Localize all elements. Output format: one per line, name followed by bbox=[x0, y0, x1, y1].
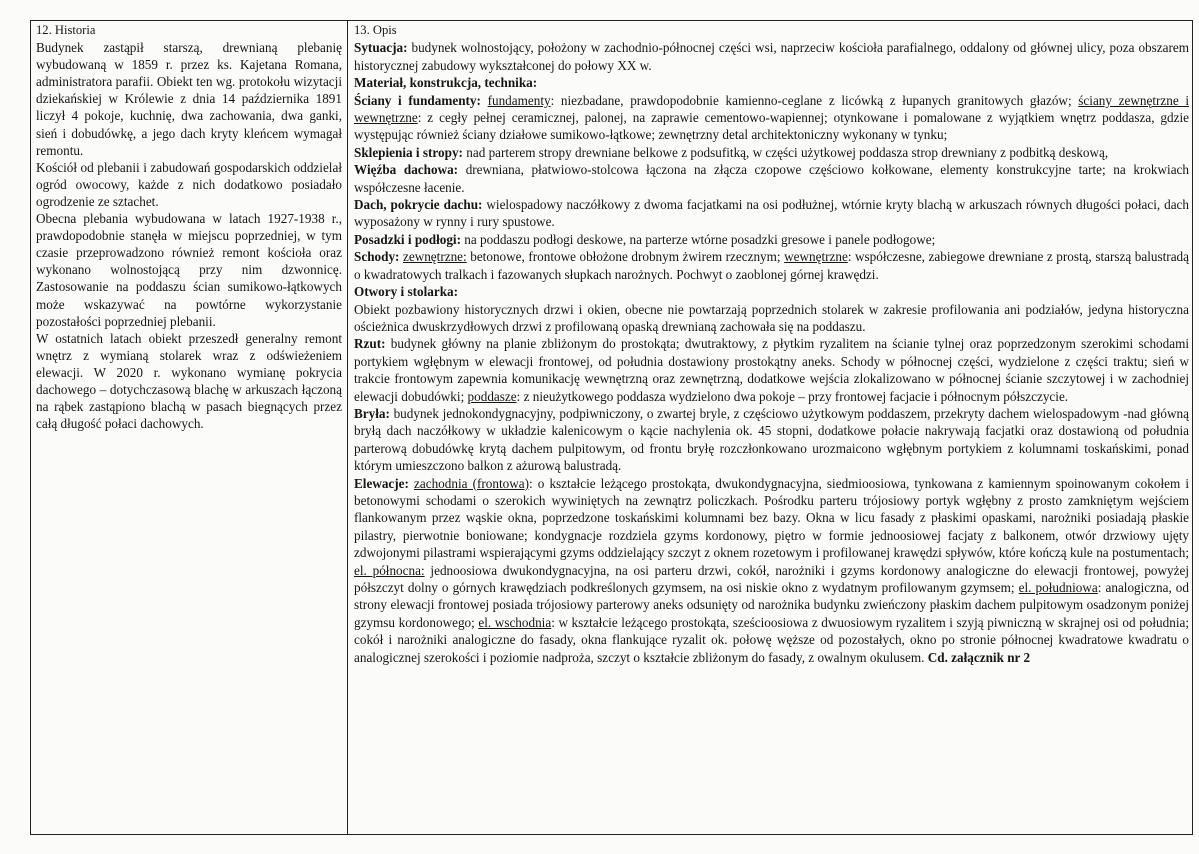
rzut-label: Rzut: bbox=[354, 336, 386, 352]
sciany-text: : z cegły pełnej ceramicznej, palonej, na zaprawie cementowo-wapiennej; otynkowane i pomalowane z wyjątkiem wnętrz poddasza, gdzie występując również ściany działowe sumikowo-łątkowe; zewnętrzny detal architektoniczny wykonany w tynku; bbox=[354, 110, 1189, 143]
bryla-label: Bryła: bbox=[354, 405, 390, 421]
schody-label: Schody: bbox=[354, 249, 400, 265]
bryla-text: budynek jednokondygnacyjny, podpiwniczony, o zwartej bryle, z częściowo użytkowym poddaszem, przekryty dachem wielospadowym -nad główną bryłą dach naczółkowy w układzie kalenicowym o kącie nachylenia ok. 45 stopni, dodatkowe połacie nakrywają facjatki oraz dostawioną od południa parterową dobudówkę krytą dachem pulpitowym, od frontu bryłę rozczłonkowano urozmaicono wgłębnym portykiem z kolumnami toskańskimi, ponad którym umieszczono balkon z ażurową balustradą. bbox=[354, 405, 1189, 474]
sciany-paragraph bbox=[354, 92, 1189, 144]
otwory-text: Obiekt pozbawiony historycznych drzwi i okien, obecne nie powtarzają poprzednich stolarek w zakresie profilowania ani podziałów, jedyna historyczna ościeżnica dwuskrzydłowych drzwi z profilowaną opaską drewnianą zachowała się na poddaszu. bbox=[354, 301, 1189, 334]
posadzki-label: Posadzki i podłogi: bbox=[354, 231, 461, 247]
description-column bbox=[354, 22, 1189, 666]
fundamenty-label: fundamenty bbox=[487, 92, 551, 108]
schody-paragraph bbox=[354, 248, 1189, 283]
sytuacja-text: budynek wolnostojący, położony w zachodnio-północnej części wsi, naprzeciw kościoła parafialnego, oddalony od głównej ulicy, poza obszarem historycznej zabudowy wykształconej do połowy XX w. bbox=[354, 40, 1189, 73]
schody-wew-text: : współczesne, zabiegowe drewniane z prostą, starszą balustradą o kwadratowych tralkach i fazowanych słupkach narożnych. Pochwyt o zaoblonej górnej krawędzi. bbox=[354, 249, 1189, 282]
schody-zew-label: zewnętrzne: bbox=[402, 249, 467, 265]
bryla-paragraph bbox=[354, 405, 1189, 475]
wiezba-text: drewniana, płatwiowo-stolcowa łączona na złącza czopowe częściowo kołkowane, elementy konstrukcyjne tarte; na krokwiach współczesne łacenie. bbox=[354, 162, 1189, 195]
history-column bbox=[36, 22, 342, 432]
sytuacja-label: Sytuacja: bbox=[354, 40, 408, 56]
rzut-text: budynek główny na planie zbliżonym do prostokąta; dwutraktowy, z płytkim ryzalitem na ścianie tylnej oraz poprzedzonym szerokimi schodami portykiem wgłębnym w elewacji frontowej, od południa dostawiony prostokątny aneks. Schody w północnej części, wydzielone z części traktu; sień w trakcie frontowym zapewnia komunikację wewnętrzną oraz zewnętrzną, dodatkowe wejścia zlokalizowano w północnej ścianie szczytowej i w zachodniej elewacji dobudówki; bbox=[354, 336, 1189, 404]
poddasze-text: : z nieużytkowego poddasza wydzielono dwa pokoje – przy frontowej facjacie i północnym półszczycie. bbox=[516, 388, 1069, 404]
elewacja-zachodnia-text: : o kształcie leżącego prostokąta, dwukondygnacyjna, siedmioosiowa, tynkowana z kamiennym spoinowanym cokołem i betonowymi schodami o szerokich wywiniętych na zewnątrz policzkach. Pośrodku parteru trójosiowy portyk wgłębny z prosto zamkniętym wejściem flankowanym przez wąskie okna, poprzedzone toskańskimi kolumnami bez bazy. Okna w licu fasady z płaskimi opaskami, narożniki posiadają płaskie pilastry, pierwotnie boniowane; kondygnacje rozdziela gzyms kordonowy, piętro w formie jednoosiowej facjaty z balkonem, otwór drzwiowy ujęty zdwojonymi pilastrami wspierającymi gzyms oddzielający szczyt z oknem rozetowym i profilowanej krawędzi spływów, które kończą kule na postumentach; bbox=[354, 475, 1189, 561]
sklepienia-paragraph bbox=[354, 144, 1189, 161]
posadzki-paragraph bbox=[354, 231, 1189, 248]
history-paragraph-2: Kościół od plebanii i zabudowań gospodarskich oddzielał ogród owocowy, każde z nich dodatkowo posiadało ogrodzenie ze sztachet. bbox=[36, 159, 342, 209]
otwory-label: Otwory i stolarka: bbox=[354, 284, 459, 300]
sklepienia-label: Sklepienia i stropy: bbox=[354, 144, 463, 160]
material-header: Materiał, konstrukcja, technika: bbox=[354, 75, 538, 91]
elewacje-paragraph bbox=[354, 475, 1189, 666]
fundamenty-text: : niezbadane, prawdopodobnie kamienno-ceglane z licówką z łupanych granitowych głazów; bbox=[550, 92, 1072, 108]
history-paragraph-3: Obecna plebania wybudowana w latach 1927-1938 r., prawdopodobnie stanęła w miejscu poprzedniej, w tym czasie przeprowadzono również remont kościoła oraz wykonano wolnostojącą przy nim dzwonnicę. Zastosowanie na poddaszu ścian sumikowo-łątkowych może wskazywać na powtórne wykorzystanie pozostałości poprzedniej plebanii. bbox=[36, 211, 342, 329]
wiezba-label: Więźba dachowa: bbox=[354, 162, 459, 178]
dach-paragraph bbox=[354, 196, 1189, 231]
schody-wew-label: wewnętrzne bbox=[784, 249, 848, 265]
elewacja-wschodnia-label: el. wschodnia bbox=[478, 614, 552, 630]
history-paragraph-1: Budynek zastąpił starszą, drewnianą plebanię wybudowaną w 1859 r. przez ks. Kajetana Romana, administratora parafii. Obiekt ten wg. protokołu wizytacji dziekańskiej w Królewie z dnia 14 października 1891 liczył 4 pokoje, kuchnię, dwa zachowania, dwa ganki, sień i dobudówkę, a jego dach kryty kleńcem wymagał remontu. bbox=[36, 40, 342, 158]
sytuacja-paragraph bbox=[354, 39, 1189, 74]
sciany-label: Ściany i fundamenty: bbox=[354, 92, 481, 108]
elewacja-poludniowa-label: el. południowa bbox=[1018, 580, 1098, 595]
elewacja-poludniowa-text: : analogiczna, od strony elewacji frontowej posiada trójosiowy parterowy aneks odsunięty od narożnika budynku zwieńczony płaskim dachem pulpitowym osadzonym poniżej gzymsu kordonowego; bbox=[354, 580, 1189, 630]
elewacja-wschodnia-text: : w kształcie leżącego prostokąta, sześcioosiowa z dwuosiowym ryzalitem i szyją piwniczną w skrajnej osi od południa; cokół i narożniki analogiczne do fasady, okna flankujące ryzalit ok. połowę węższe od pozostałych, okno po stronie północnej kwadratowe kwadratu o analogicznej szerokości i poziomie nadproża, szczyt o kształcie zbliżonym do fasady, z owalnym okulusem. bbox=[354, 614, 1190, 665]
posadzki-text: na poddaszu podłogi deskowe, na parterze wtórne posadzki gresowe i panele podłogowe; bbox=[461, 231, 936, 247]
dach-text: wielospadowy naczółkowy z dwoma facjatkami na osi podłużnej, wtórnie kryty blachą w arkuszach równych długości połaci, dach wyposażony w rynny i rury spustowe. bbox=[354, 197, 1190, 230]
description-section-title: 13. Opis bbox=[354, 23, 397, 37]
elewacja-polnocna-label: el. północna: bbox=[354, 562, 425, 578]
elewacja-zachodnia-label: zachodnia (frontowa) bbox=[414, 475, 529, 491]
elewacje-label: Elewacje: bbox=[354, 475, 409, 491]
history-section-title: 12. Historia bbox=[36, 23, 96, 37]
continuation-note: Cd. załącznik nr 2 bbox=[927, 649, 1031, 665]
sciany-zew-label: ściany zewnętrzne i wewnętrzne bbox=[354, 92, 1190, 126]
wiezba-paragraph bbox=[354, 161, 1189, 196]
history-paragraph-4: W ostatnich latach obiekt przeszedł generalny remont wnętrz z wymianą stolarek wraz z odświeżeniem elewacji. W 2020 r. wykonano wymianę pokrycia dachowego – dotychczasową blachę w arkuszach łączoną na rąbek zastąpiono blachą w pasach biegnących przez całą długość połaci dachowych. bbox=[36, 330, 342, 432]
schody-zew-text: betonowe, frontowe obłożone drobnym żwirem rzecznym; bbox=[466, 249, 785, 265]
elewacja-polnocna-text: jednoosiowa dwukondygnacyjna, na osi parteru drzwi, cokół, narożniki i gzyms kordonowy analogiczne do elewacji frontowej, powyżej półszczyt dolny o górnych krawędziach podkreślonych gzymsem, na osi niskie okno z wydatnym profilowanym gzymsem; bbox=[354, 562, 1189, 595]
poddasze-label: poddasze bbox=[467, 388, 517, 404]
sklepienia-text: nad parterem stropy drewniane belkowe z podsufitką, w części użytkowej poddasza strop drewniany z podbitką deskową, bbox=[462, 144, 1109, 160]
column-divider bbox=[347, 20, 348, 835]
dach-label: Dach, pokrycie dachu: bbox=[354, 197, 483, 213]
rzut-paragraph bbox=[354, 335, 1189, 405]
